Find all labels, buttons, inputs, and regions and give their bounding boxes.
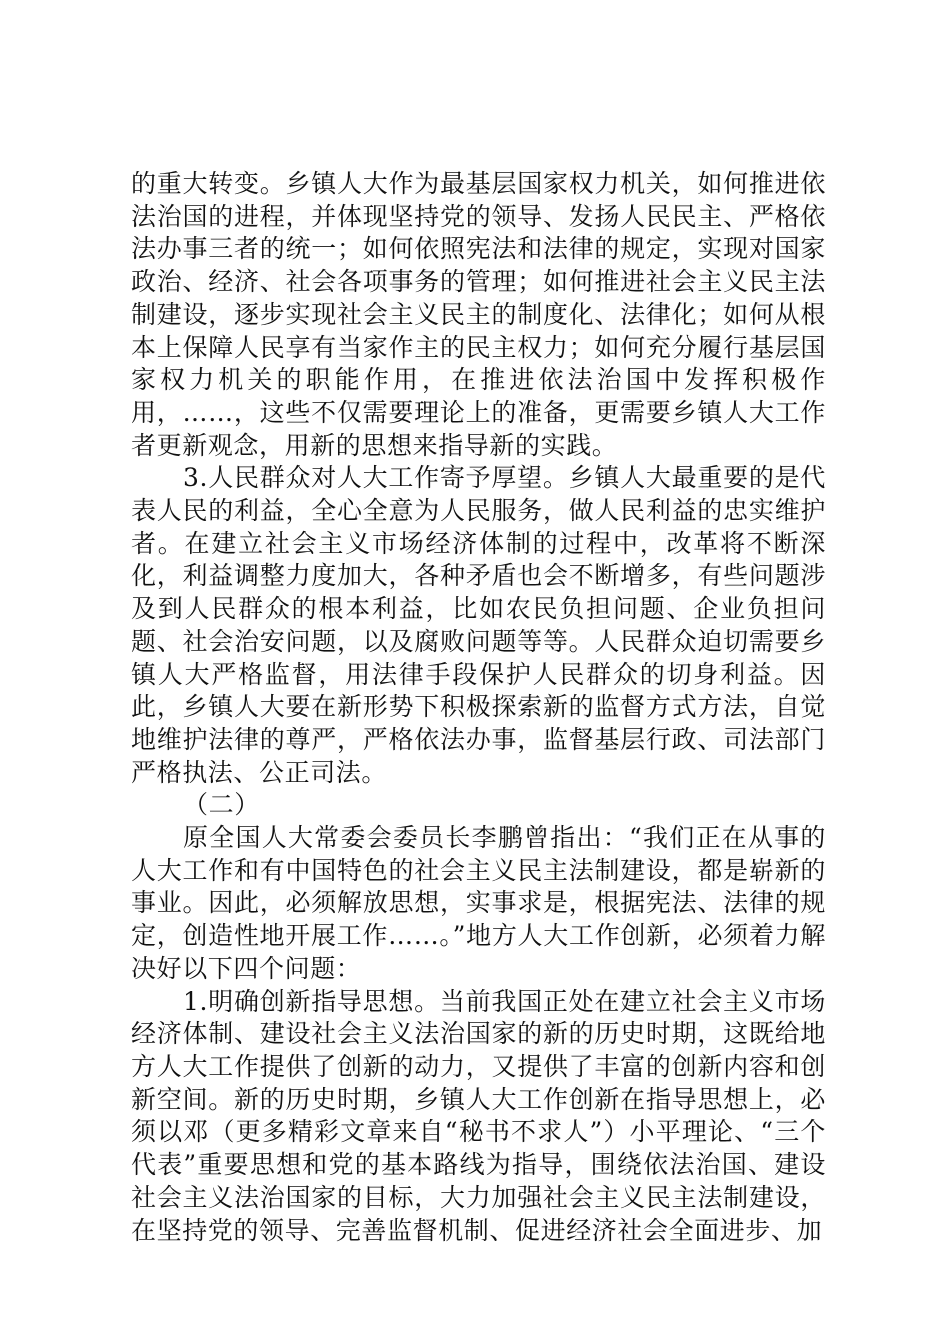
paragraph-quote: 原全国人大常委会委员长李鹏曾指出：“我们正在从事的人大工作和有中国特色的社会主义民主法制建设，都是崭新的事业。因此，必须解放思想，实事求是，根据宪法、法律的规定，创造性地开展工作……。”地方人大工作创新，必须着力解决好以下四个问题： [131, 823, 826, 983]
section-heading-2: （二） [183, 790, 260, 820]
paragraph-continuation: 的重大转变。乡镇人大作为最基层国家权力机关，如何推进依法治国的进程，并体现坚持党的领导、发扬人民民主、严格依法办事三者的统一；如何依照宪法和法律的规定，实现对国家政治、经济、社会各项事务的管理；如何推进社会主义民主法制建设，逐步实现社会主义民主的制度化、法律化；如何从根本上保障人民享有当家作主的民主权力；如何充分履行基层国家权力机关的职能作用，在推进依法治国中发挥积极作用，……，这些不仅需要理论上的准备，更需要乡镇人大工作者更新观念，用新的思想来指导新的实践。 [131, 169, 826, 460]
paragraph-point-1: 1.明确创新指导思想。当前我国正处在建立社会主义市场经济体制、建设社会主义法治国家的新的历史时期，这既给地方人大工作提供了创新的动力，又提供了丰富的创新内容和创新空间。新的历史时期，乡镇人大工作创新在指导思想上，必须以邓（更多精彩文章来自“秘书不求人”）小平理论、“三个代表”重要思想和党的基本路线为指导，围绕依法治国、建设社会主义法治国家的目标，大力加强社会主义民主法制建设，在坚持党的领导、完善监督机制、促进经济社会全面进步、加 [131, 986, 826, 1245]
paragraph-point-3: 3.人民群众对人大工作寄予厚望。乡镇人大最重要的是代表人民的利益，全心全意为人民服务，做人民利益的忠实维护者。在建立社会主义市场经济体制的过程中，改革将不断深化，利益调整力度加大，各种矛盾也会不断增多，有些问题涉及到人民群众的根本利益，比如农民负担问题、企业负担问题、社会治安问题，以及腐败问题等等。人民群众迫切需要乡镇人大严格监督，用法律手段保护人民群众的切身利益。因此，乡镇人大要在新形势下积极探索新的监督方式方法，自觉地维护法律的尊严，严格依法办事，监督基层行政、司法部门严格执法、公正司法。 [131, 463, 826, 787]
document-body [131, 168, 826, 1247]
